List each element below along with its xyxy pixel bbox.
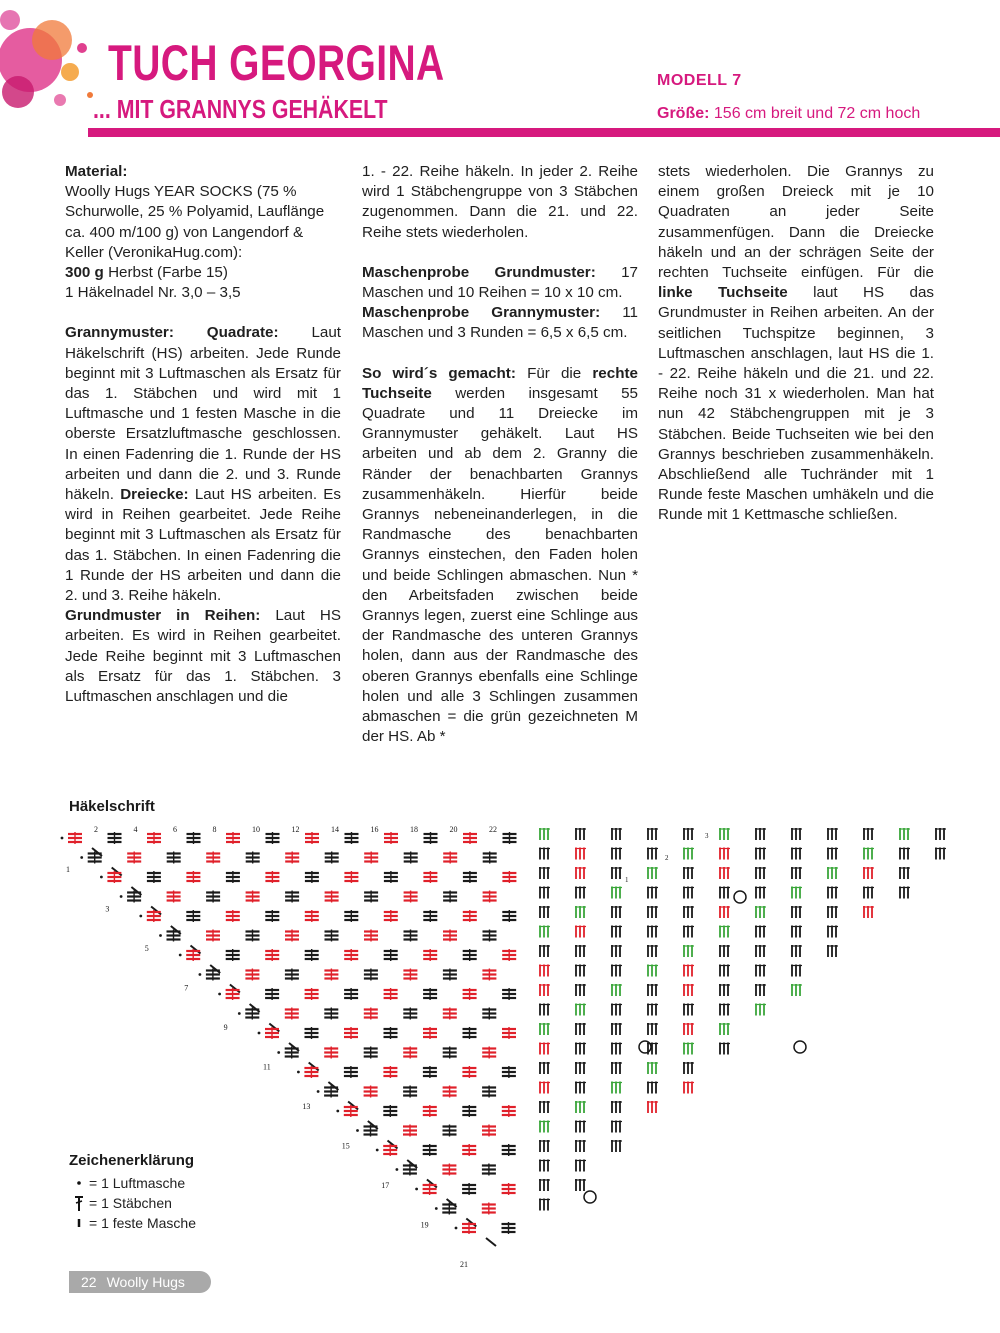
stitch-group	[384, 910, 398, 922]
slip-stitch-mark	[269, 1024, 279, 1032]
gauge-granny-label: Maschenprobe Grannymuster:	[362, 304, 601, 322]
magic-ring	[639, 1041, 651, 1053]
stitch-group	[266, 832, 280, 844]
stitch-group	[245, 969, 259, 981]
legend-item-sc	[69, 1213, 196, 1233]
stitch-group	[147, 910, 161, 922]
stitch-group	[463, 949, 477, 961]
stitch-group	[463, 910, 477, 922]
size-value: 156 cm breit und 72 cm hoch	[713, 105, 921, 122]
stitch-group	[344, 1105, 358, 1117]
hook-text: 1 Häkelnadel Nr. 3,0 – 3,5	[65, 284, 241, 302]
stitch-group	[305, 988, 319, 1000]
stitch-group	[187, 832, 201, 844]
chain-dot	[396, 1168, 399, 1171]
legend-item-chain	[69, 1173, 196, 1193]
stitch-group	[206, 969, 220, 981]
slip-stitch-mark	[407, 1160, 417, 1168]
stitch-group	[265, 949, 279, 961]
stitch-group	[345, 832, 359, 844]
row-number-top: 16	[370, 825, 379, 834]
slip-stitch-mark	[210, 965, 220, 973]
stitch-group	[403, 1125, 417, 1137]
legend-text-dc: = 1 Stäbchen	[89, 1195, 172, 1211]
grundmuster-text: Laut HS arbeiten. Es wird in Reihen gearbeitet. Jede Reihe beginnt mit 3 Luftmaschen als Ersatz für das 1. Stäbchen. 3 Luftmaschen anschlagen und die	[65, 607, 341, 706]
row-number-left: 1	[66, 865, 70, 874]
stitch-group	[246, 891, 260, 903]
slip-stitch-mark	[368, 1121, 378, 1129]
page-title: TUCH GEORGINA	[108, 35, 445, 91]
chain-dot	[376, 1149, 379, 1152]
magic-ring	[584, 1191, 596, 1203]
stitch-group	[423, 871, 437, 883]
stitch-group	[404, 852, 418, 864]
stitch-group	[226, 988, 240, 1000]
chain-dot	[238, 1012, 241, 1015]
brand-name: Woolly Hugs	[106, 1274, 185, 1290]
chain-dot	[80, 856, 83, 859]
stitch-group	[285, 1047, 299, 1059]
page-footer	[69, 1271, 211, 1293]
chain-dot	[139, 915, 142, 918]
granny-text: Laut Häkelschrift (HS) arbeiten. Jede Runde beginnt mit 3 Luftmaschen als Ersatz für das 1. Stäbchen und wird mit 1 Luftmasche und 1 festen Masche in die oberste Ersatzluftmasche geschlossen. In einen Fadenring die 1. Runde der HS arbeiten und dann die 2. und 3. Runde häkeln.	[65, 324, 341, 504]
slip-stitch-mark	[328, 1082, 338, 1090]
header-rule	[88, 128, 1000, 137]
stitch-group	[265, 910, 279, 922]
text-column-1	[65, 162, 341, 707]
legend-title: Zeichenerklärung	[69, 1152, 195, 1169]
stitch-group	[285, 1008, 299, 1020]
stitch-group	[502, 871, 516, 883]
slip-stitch-mark	[131, 887, 141, 895]
stitch-group	[285, 891, 299, 903]
grundmuster-label: Grundmuster in Reihen:	[65, 607, 261, 625]
chain-dot-icon	[69, 1178, 89, 1188]
chain-dot	[100, 876, 103, 879]
magic-ring	[734, 891, 746, 903]
howto-text: werden insgesamt 55 Quadrate und 11 Dreiecke im Grannymuster gehäkelt. Laut HS arbeiten und ab dem 2. Granny die Ränder der benachbarten Grannys zusammenhäkeln. Hierfür beide Grannys nebeneinanderlegen, in die Randmasche des benachbarten Grannys einstechen, den Faden holen und beide Schlingen abmaschen. Nun * den Arbeitsfaden zwischen beide Grannys legen, zuerst eine Schlinge aus der Randmasche des unteren Grannys holen, dann aus der Randmasche des oberen Grannys ebenfalls eine Schlinge holen und alle 3 Schlingen zusammen abmaschen = die grün gezeichneten M der HS. Ab *	[362, 384, 638, 746]
stitch-group	[383, 1066, 397, 1078]
stitch-group	[265, 988, 279, 1000]
howto-pre: Für die	[527, 364, 582, 382]
stitch-group	[226, 910, 240, 922]
granny-round-number: 3	[705, 832, 709, 840]
row-number-top: 4	[133, 825, 138, 834]
continue-text: 1. - 22. Reihe häkeln. In jeder 2. Reihe wird 1 Stäbchengruppe von 3 Stäbchen zugenommen. Dann die 21. und 22. Reihe stets wiederholen.	[362, 163, 638, 241]
row-number-top: 22	[489, 825, 497, 834]
howto-bold: rechte Tuchseite	[362, 364, 638, 402]
page-subtitle: ... MIT GRANNYS GEHÄKELT	[93, 94, 388, 124]
stitch-group	[344, 949, 358, 961]
row-number-left: 21	[460, 1260, 468, 1269]
row-number-top: 2	[94, 825, 98, 834]
stitch-group	[423, 1105, 437, 1117]
stitch-group	[423, 988, 437, 1000]
stitch-group	[502, 1066, 516, 1078]
stitch-group	[305, 910, 319, 922]
stitch-group	[462, 1144, 476, 1156]
slip-stitch-mark	[486, 1238, 496, 1246]
stitch-group	[443, 969, 457, 981]
stitch-group	[443, 1008, 457, 1020]
stitch-group	[502, 1027, 516, 1039]
chain-dot	[179, 954, 182, 957]
stitch-group	[324, 969, 338, 981]
stitch-group	[384, 832, 398, 844]
model-number: MODELL 7	[657, 72, 742, 89]
stitch-group	[324, 1047, 338, 1059]
stitch-group	[443, 930, 457, 942]
stitch-group	[325, 852, 339, 864]
stitch-group	[463, 871, 477, 883]
stitch-group	[186, 910, 200, 922]
stitch-group	[502, 988, 516, 1000]
slip-stitch-mark	[250, 1004, 260, 1012]
slip-stitch-mark	[171, 926, 181, 934]
granny-round-number: 2	[665, 854, 669, 862]
stitch-group	[462, 1222, 476, 1234]
stitch-group	[403, 1086, 417, 1098]
stitch-group	[246, 852, 260, 864]
chain-dot	[159, 934, 162, 937]
row-number-top: 12	[291, 825, 300, 834]
stitch-group	[206, 852, 220, 864]
stitch-group	[423, 1066, 437, 1078]
stitch-group	[424, 832, 438, 844]
slip-stitch-mark	[92, 848, 102, 856]
row-number-left: 19	[420, 1220, 429, 1230]
stitch-group	[443, 891, 457, 903]
slip-stitch-mark	[112, 868, 122, 876]
col3-text-c: laut HS das Grundmuster in Reihen arbeiten. An der seitlichen Tuchspitze beginnen, 3 Luftmaschen anschlagen, laut HS die 1. - 22. Reihe häkeln und die 21. und 22. Reihe noch 31 x wiederholen. Man hat nun 42 Stäbchengruppen mit je 3 Stäbchen. Beide Tuchseiten wie bei den Grannys beschrieben zusammenhäkeln. Abschließend alle Tuchränder mit 1 Runde feste Maschen umhäkeln und die Runde mit 1 Kettmasche schließen.	[658, 284, 934, 524]
text-column-2	[362, 162, 638, 747]
stitch-group	[502, 1183, 516, 1195]
chart-title: Häkelschrift	[69, 798, 155, 815]
slip-stitch-mark	[151, 907, 161, 915]
stitch-group	[423, 1144, 437, 1156]
stitch-group	[364, 1008, 378, 1020]
stitch-group	[502, 1105, 516, 1117]
stitch-group	[482, 1164, 496, 1176]
stitch-group	[482, 1086, 496, 1098]
chain-dot	[258, 1032, 261, 1035]
stitch-group	[403, 1164, 417, 1176]
stitch-group	[364, 1125, 378, 1137]
row-number-top: 14	[331, 825, 339, 834]
slip-stitch-mark	[309, 1063, 319, 1071]
stitch-group	[285, 930, 299, 942]
stitch-group	[68, 832, 82, 844]
stitch-group	[502, 910, 516, 922]
stitch-group	[403, 969, 417, 981]
stitch-group	[304, 1066, 318, 1078]
stitch-group	[423, 1183, 437, 1195]
crochet-chart	[60, 822, 975, 1269]
stitch-group	[344, 988, 358, 1000]
chain-dot	[317, 1090, 320, 1093]
slip-stitch-mark	[348, 1102, 358, 1110]
stitch-group	[423, 1027, 437, 1039]
chain-dot	[455, 1227, 458, 1230]
slip-stitch-mark	[388, 1141, 398, 1149]
row-number-left: 7	[184, 983, 189, 993]
stitch-group	[423, 910, 437, 922]
stitch-group	[344, 910, 358, 922]
magic-ring	[794, 1041, 806, 1053]
stitch-group	[482, 1203, 496, 1215]
stitch-group	[482, 1008, 496, 1020]
stitch-group	[324, 1086, 338, 1098]
stitch-group	[246, 930, 260, 942]
stitch-group	[442, 1164, 456, 1176]
slip-stitch-mark	[191, 946, 201, 954]
chain-dot	[277, 1051, 280, 1054]
row-number-top: 8	[212, 825, 217, 834]
double-crochet-icon	[69, 1194, 89, 1212]
row-number-left: 9	[223, 1023, 228, 1032]
stitch-group	[186, 949, 200, 961]
slip-stitch-mark	[289, 1043, 299, 1051]
stitch-group	[403, 1008, 417, 1020]
legend-text-sc: = 1 feste Masche	[89, 1215, 197, 1231]
stitch-group	[305, 949, 319, 961]
stitch-group	[463, 832, 477, 844]
stitch-group	[423, 949, 437, 961]
stitch-group	[364, 969, 378, 981]
granny-label: Grannymuster: Quadrate:	[65, 324, 279, 342]
stitch-group	[147, 832, 161, 844]
chain-dot	[297, 1071, 300, 1074]
stitch-group	[324, 1008, 338, 1020]
row-number-top: 10	[252, 825, 260, 834]
gauge-basic-text: 17 Maschen und 10 Reihen = 10 x 10 cm.	[362, 263, 638, 302]
stitch-group	[344, 1027, 358, 1039]
stitch-group	[384, 988, 398, 1000]
size-info	[657, 105, 920, 123]
slip-stitch-mark	[466, 1219, 476, 1227]
stitch-group	[482, 1125, 496, 1137]
stitch-group	[206, 891, 220, 903]
yarn-amount: 300 g	[65, 264, 104, 282]
stitch-group	[325, 891, 339, 903]
stitch-group	[344, 871, 358, 883]
stitch-group	[483, 891, 497, 903]
legend-text-chain: = 1 Luftmasche	[89, 1175, 186, 1191]
row-number-left: 11	[263, 1062, 271, 1072]
stitch-group	[483, 852, 497, 864]
stitch-group	[483, 930, 497, 942]
stitch-group	[167, 852, 181, 864]
stitch-group	[443, 852, 457, 864]
slip-stitch-mark	[230, 985, 240, 993]
stitch-group	[502, 1144, 516, 1156]
row-number-left: 17	[381, 1181, 390, 1190]
stitch-group	[404, 891, 418, 903]
chain-dot	[120, 895, 123, 898]
chain-dot	[199, 973, 202, 976]
granny-round-number: 1	[625, 876, 629, 884]
stitch-group	[404, 930, 418, 942]
stitch-group	[147, 871, 161, 883]
material-label: Material:	[65, 163, 128, 180]
stitch-group	[502, 949, 516, 961]
dreiecke-label: Dreiecke:	[120, 486, 189, 504]
stitch-group	[384, 949, 398, 961]
stitch-group	[206, 930, 220, 942]
stitch-group	[265, 871, 279, 883]
legend	[69, 1152, 196, 1233]
gauge-basic-label: Maschenprobe Grundmuster:	[362, 263, 596, 281]
stitch-group	[325, 930, 339, 942]
stitch-group	[226, 832, 240, 844]
stitch-group	[364, 1047, 378, 1059]
stitch-group	[344, 1066, 358, 1078]
row-number-top: 18	[410, 825, 418, 834]
stitch-group	[462, 1183, 476, 1195]
stitch-group	[443, 1047, 457, 1059]
stitch-group	[502, 1222, 516, 1234]
stitch-group	[127, 852, 141, 864]
stitch-group	[462, 1066, 476, 1078]
text-column-3	[658, 162, 934, 526]
stitch-group	[383, 1144, 397, 1156]
row-number-left: 13	[302, 1102, 311, 1111]
page-number: 22	[81, 1274, 97, 1290]
stitch-group	[384, 871, 398, 883]
slip-stitch-mark	[427, 1180, 437, 1188]
material-text: Woolly Hugs YEAR SOCKS (75 % Schurwolle, 25 % Polyamid, Lauflänge ca. 400 m/100 g) von Langendorf & Keller (VeronikaHug.com):	[65, 183, 325, 261]
stitch-group	[88, 852, 102, 864]
stitch-group	[463, 1027, 477, 1039]
stitch-group	[364, 1086, 378, 1098]
chain-dot	[61, 837, 64, 840]
stitch-group	[108, 832, 122, 844]
stitch-group	[443, 1125, 457, 1137]
stitch-group	[167, 891, 181, 903]
chain-dot	[336, 1110, 339, 1113]
stitch-group	[226, 949, 240, 961]
slip-stitch-mark	[447, 1199, 457, 1207]
stitch-group	[443, 1086, 457, 1098]
legend-item-dc	[69, 1193, 196, 1213]
stitch-group	[285, 852, 299, 864]
chain-dot	[218, 993, 221, 996]
row-number-top: 6	[173, 825, 177, 834]
stitch-group	[226, 871, 240, 883]
chain-dot	[415, 1188, 418, 1191]
stitch-group	[503, 832, 517, 844]
stitch-group	[482, 1047, 496, 1059]
yarn-text: Herbst (Farbe 15)	[108, 264, 228, 282]
row-number-top: 20	[449, 825, 458, 834]
stitch-group	[305, 871, 319, 883]
dreiecke-text: Laut HS arbeiten. Es wird in Reihen gearbeitet. Jede Reihe beginnt mit 3 Luftmaschen als Ersatz für das 1. Stäbchen. In einen Fadenring die 1 Runde der HS arbeiten und dann die 2. und 3. Reihe häkeln.	[65, 486, 341, 605]
stitch-group	[265, 1027, 279, 1039]
stitch-group	[462, 1105, 476, 1117]
stitch-group	[364, 930, 378, 942]
size-label: Größe:	[657, 105, 710, 122]
stitch-group	[285, 969, 299, 981]
stitch-group	[107, 871, 121, 883]
stitch-group	[364, 852, 378, 864]
stitch-group	[463, 988, 477, 1000]
gauge-granny-text: 11 Maschen und 3 Runden = 6,5 x 6,5 cm.	[362, 304, 638, 342]
stitch-group	[442, 1203, 456, 1215]
stitch-group	[403, 1047, 417, 1059]
col3-text-a: stets wiederholen. Die Grannys zu einem großen Dreieck mit je 10 Quadraten an jeder Seite zusammenfügen. Dann die Dreiecke häkeln und an der schrägen Seite der rechten Tuchseite einfügen. Für die	[658, 163, 934, 282]
stitch-group	[305, 1027, 319, 1039]
stitch-group	[186, 871, 200, 883]
stitch-group	[384, 1027, 398, 1039]
row-number-left: 3	[105, 904, 110, 914]
stitch-group	[383, 1105, 397, 1117]
stitch-group	[305, 832, 319, 844]
howto-label: So wird´s gemacht:	[362, 364, 516, 382]
chain-dot	[356, 1129, 359, 1132]
stitch-group	[482, 969, 496, 981]
stitch-group	[127, 891, 141, 903]
row-number-left: 5	[144, 944, 149, 953]
chain-dot	[435, 1207, 438, 1210]
stitch-group	[245, 1008, 259, 1020]
single-crochet-icon	[69, 1216, 89, 1230]
row-number-left: 15	[341, 1141, 350, 1151]
stitch-group	[167, 930, 181, 942]
col3-bold-b: linke Tuchseite	[658, 284, 788, 302]
stitch-group	[364, 891, 378, 903]
